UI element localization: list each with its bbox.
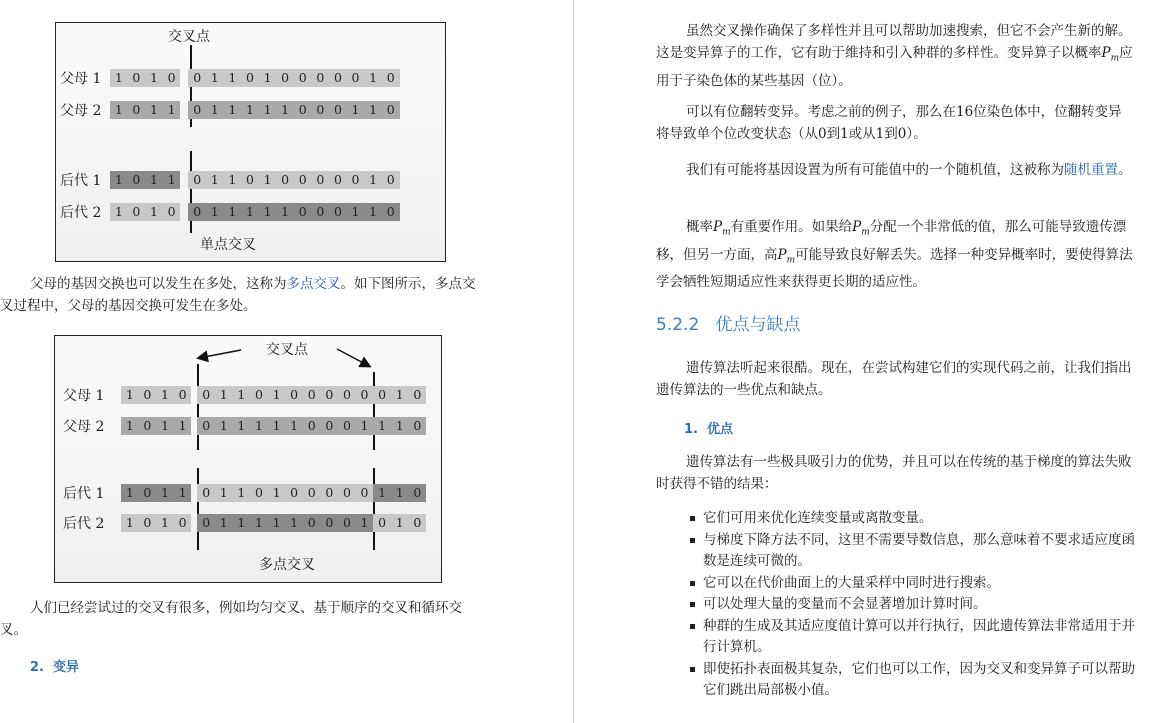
- gene-bit: 1: [290, 418, 299, 433]
- gene-segment: [110, 101, 180, 119]
- gene-bit: 1: [125, 515, 134, 530]
- gene-bit: 1: [114, 70, 123, 85]
- random-reset-paragraph: [656, 159, 1134, 181]
- section-heading: [656, 310, 800, 335]
- para-text: 应用于子染色体的某些基因（位）。: [656, 45, 1133, 89]
- bit-flip-paragraph: 可以有位翻转变异。考虑之前的例子，那么在16位染色体中，位翻转变异将导致单个位改变状态（从0到1或从1到0）。: [656, 104, 1122, 142]
- gene-bit: 1: [219, 485, 228, 500]
- gene-bit: 1: [290, 515, 299, 530]
- gene-bit: 1: [395, 515, 404, 530]
- para-text: 。: [1118, 162, 1132, 178]
- para-text: 我们有可能将基因设置为所有可能值中的一个随机值，这被称为: [686, 162, 1064, 178]
- para-text: 。如下图所示，多点交叉过程中，父母的基因交换可发生在多处。: [0, 276, 476, 314]
- gene-bit: 0: [333, 172, 342, 187]
- chromosome-label: 父母 2: [60, 103, 102, 119]
- advantages-heading: [684, 418, 733, 437]
- gene-bit: 1: [237, 387, 246, 402]
- crossover-line-1-lower: [197, 468, 199, 550]
- gene-bit: 0: [178, 387, 187, 402]
- gene-bit: 1: [272, 418, 281, 433]
- gene-bit: 0: [193, 172, 202, 187]
- gene-bit: 0: [143, 485, 152, 500]
- gene-bit: 1: [167, 172, 176, 187]
- gene-bit: 1: [378, 418, 387, 433]
- gene-bit: 0: [351, 172, 360, 187]
- gene-segment: [110, 69, 180, 87]
- gene-bit: 1: [360, 418, 369, 433]
- gene-bit: 0: [281, 70, 290, 85]
- pm-symbol: P: [777, 246, 787, 263]
- list-item: 即使拓扑表面极其复杂，它们也可以工作，因为交叉和变异算子可以帮助它们跳出局部极小值。: [690, 659, 1140, 702]
- gene-bit: 0: [281, 172, 290, 187]
- gene-bit: 1: [167, 102, 176, 117]
- gene-bit: 0: [378, 387, 387, 402]
- pm-symbol: P: [1101, 45, 1111, 61]
- gene-bit: 0: [360, 387, 369, 402]
- chromosome-label: 父母 2: [63, 419, 105, 435]
- pm-symbol: P: [852, 219, 862, 235]
- gene-bit: 0: [378, 515, 387, 530]
- gene-bit: 0: [386, 70, 395, 85]
- chromosome-strip: [121, 417, 426, 435]
- gene-segment: [373, 386, 426, 404]
- chromosome-strip: [121, 484, 426, 502]
- gene-bit: 1: [245, 102, 254, 117]
- gene-bit: 0: [413, 515, 422, 530]
- gene-bit: 1: [219, 515, 228, 530]
- gene-bit: 1: [228, 172, 237, 187]
- random-reset-link[interactable]: 随机重置: [1064, 162, 1118, 178]
- gene-bit: 1: [237, 485, 246, 500]
- gene-bit: 1: [210, 102, 219, 117]
- gene-bit: 1: [351, 204, 360, 219]
- gene-bit: 0: [143, 387, 152, 402]
- right-arrow: [337, 349, 369, 366]
- gene-bit: 1: [150, 102, 158, 117]
- heading-number: 2.: [30, 660, 44, 675]
- gene-segment: [373, 484, 426, 502]
- chromosome-label: 后代 1: [63, 486, 105, 502]
- gene-bit: 1: [114, 204, 123, 219]
- gene-bit: 1: [351, 102, 360, 117]
- gene-bit: 0: [325, 387, 334, 402]
- gene-bit: 1: [272, 387, 281, 402]
- gene-segment: [121, 514, 191, 532]
- gene-segment: [121, 386, 191, 404]
- gene-segment: [188, 171, 399, 189]
- gene-bit: 0: [413, 418, 422, 433]
- gene-bit: 0: [298, 204, 307, 219]
- chromosome-strip: [121, 514, 426, 532]
- gene-bit: 0: [342, 515, 351, 530]
- chromosome-strip: [110, 171, 400, 189]
- gene-bit: 1: [281, 102, 290, 117]
- gene-bit: 0: [202, 485, 211, 500]
- chromosome-label: 后代 2: [60, 205, 102, 221]
- single-point-crossover-figure: [55, 22, 446, 262]
- crossover-point-label: 交叉点: [266, 342, 308, 358]
- gene-bit: 1: [228, 204, 237, 219]
- gene-bit: 0: [245, 172, 254, 187]
- gene-bit: 0: [245, 70, 254, 85]
- chromosome-strip: [110, 101, 400, 119]
- gene-segment: [197, 417, 373, 435]
- gene-bit: 1: [369, 204, 378, 219]
- gene-segment: [121, 484, 191, 502]
- gene-bit: 1: [281, 204, 290, 219]
- probability-paragraph: [656, 216, 1134, 293]
- gene-segment: [110, 171, 180, 189]
- pm-subscript: m: [1110, 53, 1120, 64]
- advantages-intro-paragraph: 遗传算法有一些极具吸引力的优势，并且可以在传统的基于梯度的算法失败时获得不错的结果：: [656, 454, 1132, 492]
- gene-bit: 0: [254, 485, 263, 500]
- gene-bit: 0: [333, 102, 342, 117]
- heading-title: 优点: [707, 422, 734, 437]
- gene-segment: [188, 101, 399, 119]
- gene-bit: 1: [263, 102, 272, 117]
- gene-bit: 0: [342, 418, 351, 433]
- mutation-paragraph-1: [656, 20, 1134, 92]
- gene-bit: 1: [150, 70, 158, 85]
- gene-bit: 1: [114, 172, 123, 187]
- pros-cons-intro-paragraph: 遗传算法听起来很酷。现在，在尝试构建它们的实现代码之前，让我们指出遗传算法的一些优点和缺点。: [656, 360, 1132, 398]
- gene-bit: 1: [161, 418, 169, 433]
- gene-bit: 1: [161, 387, 169, 402]
- para-text: 虽然交叉操作确保了多样性并且可以帮助加速搜索，但它不会产生新的解。这是变异算子的工作，它有助于维持和引入种群的多样性。变异算子以概率: [656, 23, 1132, 61]
- gene-bit: 0: [413, 485, 422, 500]
- gene-bit: 1: [150, 172, 158, 187]
- chromosome-label: 父母 1: [60, 71, 102, 87]
- gene-bit: 1: [254, 515, 263, 530]
- crossover-line-2-upper: [373, 372, 375, 450]
- gene-bit: 0: [132, 102, 141, 117]
- gene-bit: 1: [263, 204, 272, 219]
- gene-bit: 0: [290, 387, 299, 402]
- gene-segment: [188, 203, 399, 221]
- gene-bit: 1: [210, 172, 219, 187]
- gene-bit: 0: [307, 418, 316, 433]
- para-text: 概率: [686, 219, 713, 235]
- gene-bit: 1: [125, 418, 134, 433]
- gene-segment: [197, 484, 373, 502]
- gene-bit: 0: [333, 204, 342, 219]
- gene-bit: 1: [369, 70, 378, 85]
- gene-bit: 1: [210, 70, 219, 85]
- gene-bit: 0: [316, 204, 325, 219]
- left-arrow: [199, 350, 241, 358]
- gene-bit: 1: [150, 204, 158, 219]
- mutation-heading: [30, 656, 79, 675]
- gene-bit: 0: [360, 485, 369, 500]
- section-number: 5.2.2: [656, 315, 700, 335]
- gene-bit: 0: [193, 102, 202, 117]
- gene-bit: 0: [325, 418, 334, 433]
- gene-bit: 0: [316, 102, 325, 117]
- gene-bit: 0: [193, 70, 202, 85]
- gene-bit: 1: [395, 418, 404, 433]
- multi-point-paragraph: [0, 273, 480, 317]
- advantages-list: [690, 508, 1140, 702]
- single-point-crossover-caption: 单点交叉: [200, 237, 256, 253]
- list-item: 种群的生成及其适应度值计算可以并行执行，因此遗传算法非常适用于并行计算机。: [690, 616, 1140, 659]
- chromosome-strip: [121, 386, 426, 404]
- gene-bit: 0: [132, 204, 141, 219]
- crossover-line-2-lower: [373, 468, 375, 550]
- gene-bit: 0: [342, 485, 351, 500]
- gene-bit: 0: [386, 102, 395, 117]
- crossover-line-1-upper: [197, 364, 199, 450]
- gene-bit: 1: [219, 418, 228, 433]
- gene-bit: 0: [386, 204, 395, 219]
- gene-bit: 1: [161, 485, 169, 500]
- pm-subscript: m: [861, 227, 870, 238]
- gene-bit: 1: [263, 70, 272, 85]
- gene-bit: 0: [132, 172, 141, 187]
- gene-bit: 1: [263, 172, 272, 187]
- multi-point-crossover-link[interactable]: 多点交叉: [286, 276, 341, 292]
- gene-bit: 1: [228, 102, 237, 117]
- list-item: 与梯度下降方法不同，这里不需要导数信息，那么意味着不要求适应度函数是连续可微的。: [690, 530, 1140, 573]
- gene-segment: [110, 203, 180, 221]
- list-item: 它们可用来优化连续变量或离散变量。: [690, 508, 1140, 530]
- heading-number: 1.: [684, 422, 698, 437]
- list-item: 它可以在代价曲面上的大量采样中同时进行搜索。: [690, 573, 1140, 595]
- gene-bit: 1: [254, 418, 263, 433]
- heading-title: 变异: [53, 660, 80, 675]
- chromosome-strip: [110, 69, 400, 87]
- gene-bit: 1: [125, 387, 134, 402]
- gene-segment: [121, 417, 191, 435]
- gene-bit: 0: [167, 70, 176, 85]
- multi-point-crossover-figure: [54, 335, 442, 583]
- chromosome-label: 父母 1: [63, 388, 105, 404]
- gene-bit: 0: [351, 70, 360, 85]
- gene-bit: 0: [307, 485, 316, 500]
- gene-bit: 1: [125, 485, 134, 500]
- gene-segment: [373, 514, 426, 532]
- gene-bit: 0: [413, 387, 422, 402]
- gene-bit: 1: [272, 485, 281, 500]
- gene-bit: 0: [143, 515, 152, 530]
- gene-bit: 1: [237, 515, 246, 530]
- right-page: [574, 0, 1157, 723]
- gene-bit: 0: [325, 485, 334, 500]
- pm-symbol: P: [713, 219, 723, 235]
- gene-bit: 0: [386, 172, 395, 187]
- gene-bit: 0: [178, 515, 187, 530]
- gene-bit: 1: [245, 204, 254, 219]
- chromosome-strip: [110, 203, 400, 221]
- gene-bit: 0: [307, 387, 316, 402]
- gene-bit: 0: [193, 204, 202, 219]
- gene-bit: 1: [161, 515, 169, 530]
- gene-bit: 0: [298, 102, 307, 117]
- gene-bit: 1: [228, 70, 237, 85]
- gene-bit: 0: [254, 387, 263, 402]
- para-text: 父母的基因交换也可以发生在多处，这称为: [30, 276, 287, 292]
- gene-bit: 1: [219, 387, 228, 402]
- gene-bit: 0: [143, 418, 152, 433]
- gene-bit: 0: [298, 70, 307, 85]
- gene-bit: 1: [114, 102, 123, 117]
- chromosome-label: 后代 2: [63, 516, 105, 532]
- gene-bit: 0: [202, 418, 211, 433]
- gene-bit: 1: [369, 102, 378, 117]
- gene-bit: 1: [395, 387, 404, 402]
- gene-bit: 0: [325, 515, 334, 530]
- pm-subscript: m: [722, 227, 731, 238]
- gene-bit: 0: [316, 172, 325, 187]
- gene-bit: 0: [132, 70, 141, 85]
- gene-bit: 1: [369, 172, 378, 187]
- gene-bit: 0: [202, 387, 211, 402]
- para-text: 可能导致良好解丢失。选择一种变异概率时，要使得算法学会牺牲短期适应性来获得更长期的适应性。: [656, 246, 1133, 291]
- gene-bit: 0: [333, 70, 342, 85]
- crossover-types-paragraph: 人们已经尝试过的交叉有很多，例如均匀交叉、基于顺序的交叉和循环交叉。: [0, 600, 462, 638]
- gene-bit: 0: [307, 515, 316, 530]
- list-item: 可以处理大量的变量而不会显著增加计算时间。: [690, 594, 1140, 616]
- chromosome-label: 后代 1: [60, 173, 102, 189]
- gene-bit: 1: [237, 418, 246, 433]
- para-text: 分配一个非常低的值，那么可能导致遗传漂移，但另一方面，高: [656, 219, 1127, 263]
- crossover-arrows: [55, 336, 441, 376]
- gene-segment: [197, 514, 373, 532]
- gene-bit: 0: [298, 172, 307, 187]
- gene-segment: [373, 417, 426, 435]
- crossover-point-label: 交叉点: [168, 29, 210, 45]
- gene-bit: 1: [178, 418, 187, 433]
- gene-bit: 0: [342, 387, 351, 402]
- multi-point-crossover-caption: 多点交叉: [259, 557, 315, 573]
- para-text: 有重要作用。如果给: [730, 219, 853, 235]
- gene-segment: [188, 69, 399, 87]
- gene-bit: 1: [178, 485, 187, 500]
- gene-bit: 0: [202, 515, 211, 530]
- gene-bit: 1: [272, 515, 281, 530]
- gene-bit: 1: [360, 515, 369, 530]
- gene-bit: 1: [378, 485, 387, 500]
- gene-bit: 1: [395, 485, 404, 500]
- gene-bit: 0: [167, 204, 176, 219]
- gene-segment: [197, 386, 373, 404]
- left-page: [0, 0, 572, 723]
- section-title: 优点与缺点: [715, 315, 801, 335]
- gene-bit: 1: [210, 204, 219, 219]
- gene-bit: 0: [316, 70, 325, 85]
- gene-bit: 0: [290, 485, 299, 500]
- pm-subscript: m: [786, 255, 796, 266]
